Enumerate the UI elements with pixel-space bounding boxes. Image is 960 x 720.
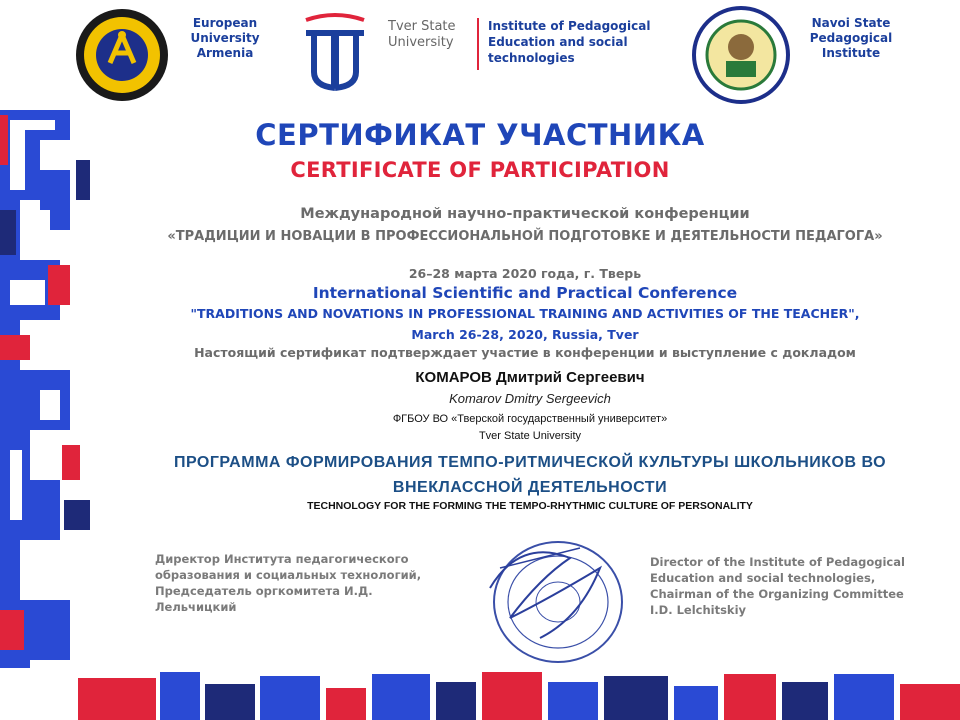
- conference-date-ru: 26–28 марта 2020 года, г. Тверь: [408, 266, 642, 281]
- bottom-geometric-border: [0, 668, 960, 720]
- left-geometric-border: [0, 100, 90, 720]
- participation-confirmation: Настоящий сертификат подтверждает участие в конференции и выступление с докладом: [194, 345, 856, 360]
- participant-organization-ru: ФГБОУ ВО «Тверской государственный университет»: [392, 413, 668, 425]
- conference-date-en: March 26-28, 2020, Russia, Tver: [411, 327, 639, 342]
- official-seal: [480, 528, 630, 668]
- participant-name-en: Komarov Dmitry Sergeevich: [449, 391, 611, 406]
- navoi-state-pedagogical-institute-logo: [686, 5, 796, 105]
- report-topic-ru: ПРОГРАММА ФОРМИРОВАНИЯ ТЕМПО-РИТМИЧЕСКОЙ КУЛЬТУРЫ ШКОЛЬНИКОВ ВО ВНЕКЛАССНОЙ ДЕЯТЕЛЬНОСТИ: [173, 454, 887, 496]
- signatory-en: Director of the Institute of Pedagogical Education and social technologies, Chairman of the Organizing Committee I.D. Lelchitskiy: [650, 555, 905, 617]
- conference-intro-ru: Международной научно-практической конференции: [300, 206, 750, 222]
- navoi-name: Navoi State Pedagogical Institute: [809, 16, 893, 60]
- certificate-title-en: CERTIFICATE OF PARTICIPATION: [290, 158, 670, 182]
- european-university-armenia-logo: [68, 5, 176, 105]
- conference-name-en: "TRADITIONS AND NOVATIONS IN PROFESSIONAL TRAINING AND ACTIVITIES OF THE TEACHER",: [190, 306, 860, 321]
- participant-name-ru: КОМАРОВ Дмитрий Сергеевич: [415, 369, 645, 386]
- tver-state-university-logo: [300, 12, 370, 92]
- institute-name: Institute of Pedagogical Education and social technologies: [488, 19, 651, 65]
- certificate-title-ru: СЕРТИФИКАТ УЧАСТНИКА: [255, 118, 705, 152]
- tver-university-name: Tver State University: [388, 19, 456, 50]
- header-divider: [477, 18, 479, 70]
- eua-name: European University Armenia: [190, 16, 260, 60]
- conference-name-ru: «ТРАДИЦИИ И НОВАЦИИ В ПРОФЕССИОНАЛЬНОЙ ПОДГОТОВКЕ И ДЕЯТЕЛЬНОСТИ ПЕДАГОГА»: [167, 229, 883, 244]
- report-topic-en: TECHNOLOGY FOR THE FORMING THE TEMPO-RHYTHMIC CULTURE OF PERSONALITY: [307, 500, 753, 512]
- conference-intro-en: International Scientific and Practical Conference: [312, 284, 738, 302]
- participant-organization-en: Tver State University: [478, 430, 582, 442]
- signatory-ru: Директор Института педагогического образования и социальных технологий, Председатель оргкомитета И.Д. Лельчицкий: [155, 552, 422, 614]
